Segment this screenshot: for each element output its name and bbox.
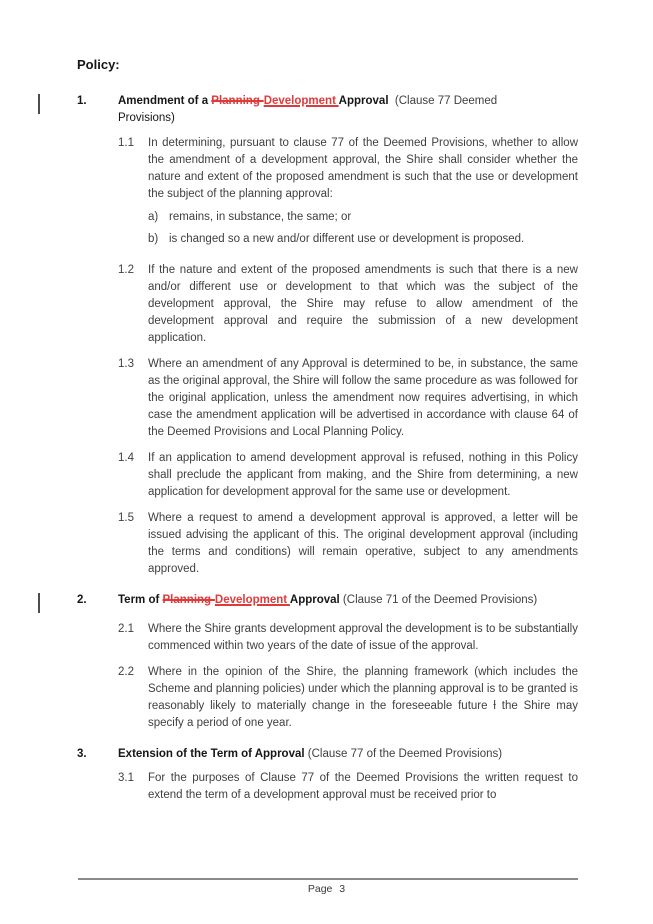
heading-clause: (Clause 71 of the Deemed Provisions) bbox=[339, 594, 538, 606]
page-content bbox=[77, 56, 578, 813]
subclause-text: is changed so a new and/or different use or development is proposed. bbox=[169, 233, 525, 245]
clause-1-1 bbox=[118, 135, 578, 203]
clause-number: 1.5 bbox=[118, 512, 134, 524]
heading-clause: (Clause 77 Deemed bbox=[388, 95, 498, 107]
inserted-text: Development bbox=[214, 594, 290, 606]
heading-text: Amendment of a bbox=[118, 95, 212, 107]
clause-number: 2.1 bbox=[118, 623, 134, 635]
clause-1-5 bbox=[118, 510, 578, 578]
page-number: Page 3 bbox=[307, 883, 346, 895]
clause-2-2 bbox=[118, 664, 578, 732]
clause-2-1 bbox=[118, 621, 578, 655]
clause-1-3 bbox=[118, 356, 578, 441]
clause-text: If the nature and extent of the proposed amendments is such that there is a new and/or different use or development to that which was the subject of the development approval, the Shire may refuse to allow amendment of the development approval and require the submission of a new development application. bbox=[148, 264, 578, 344]
section-1-heading bbox=[77, 93, 578, 127]
inserted-text: Development bbox=[263, 95, 339, 107]
heading-text: Approval bbox=[338, 95, 389, 107]
heading-text: Extension of the Term of Approval bbox=[118, 748, 305, 760]
policy-heading: Policy: bbox=[77, 57, 120, 72]
change-bar bbox=[38, 94, 40, 114]
section-1-number: 1. bbox=[77, 95, 87, 107]
heading-text: Term of bbox=[118, 594, 163, 606]
clause-text: Where in the opinion of the Shire, the planning framework (which includes the Scheme and planning policies) under which the planning approval is to be granted is reasonably likely to materially change in the foreseeable future ƚ the Shire may specify a period of one year. bbox=[148, 666, 578, 729]
clause-number: 1.2 bbox=[118, 264, 134, 276]
subclause-text: remains, in substance, the same; or bbox=[169, 211, 352, 223]
clause-text: Where a request to amend a development approval is approved, a letter will be issued advising the applicant of this. The original development approval (including the terms and conditions) will remain operative, subject to any amendments approved. bbox=[148, 512, 578, 575]
clause-1-2 bbox=[118, 262, 578, 347]
clause-text: In determining, pursuant to clause 77 of the Deemed Provisions, whether to allow the amendment of a development approval, the Shire shall consider whether the nature and extent of the proposed amendment is such that the use or development the subject of the planning approval: bbox=[148, 137, 578, 200]
heading-clause-line2: Provisions) bbox=[118, 112, 175, 124]
heading-text: Approval bbox=[289, 594, 340, 606]
section-2 bbox=[77, 592, 578, 732]
deleted-text: Planning- bbox=[162, 594, 215, 606]
subclause-a bbox=[148, 209, 578, 226]
clause-number: 3.1 bbox=[118, 772, 134, 784]
subclause-b bbox=[148, 231, 578, 248]
section-3-heading bbox=[77, 746, 578, 763]
section-1 bbox=[77, 93, 578, 578]
subclause-letter: a) bbox=[148, 211, 159, 223]
heading-clause: (Clause 77 of the Deemed Provisions) bbox=[304, 748, 503, 760]
clause-number: 1.1 bbox=[118, 137, 134, 149]
change-bar bbox=[38, 593, 40, 613]
footer-rule bbox=[78, 878, 578, 880]
clause-text: For the purposes of Clause 77 of the Deemed Provisions the written request to extend the term of a development approval must be received prior to bbox=[148, 772, 578, 801]
clause-text: If an application to amend development approval is refused, nothing in this Policy shall preclude the applicant from making, and the Shire from determining, a new application for development approval for the same use or development. bbox=[148, 452, 578, 498]
section-2-title bbox=[118, 592, 578, 609]
deleted-text: Planning- bbox=[211, 95, 264, 107]
section-3-title bbox=[118, 746, 578, 763]
clause-text: Where the Shire grants development approval the development is to be substantially commenced within two years of the date of issue of the approval. bbox=[148, 623, 578, 652]
clause-number: 1.4 bbox=[118, 452, 134, 464]
clause-1-4 bbox=[118, 450, 578, 501]
clause-number: 1.3 bbox=[118, 358, 134, 370]
section-2-number: 2. bbox=[77, 594, 87, 606]
clause-3-1 bbox=[118, 770, 578, 804]
section-3-number: 3. bbox=[77, 748, 87, 760]
subclause-letter: b) bbox=[148, 233, 159, 245]
clause-number: 2.2 bbox=[118, 666, 134, 678]
clause-text: Where an amendment of any Approval is determined to be, in substance, the same as the original approval, the Shire will follow the same procedure as was followed for the original application, unless the amendment now requires advertising, in which case the amendment application will be advertised in accordance with clause 64 of the Deemed Provisions and Local Planning Policy. bbox=[148, 358, 578, 438]
section-3 bbox=[77, 746, 578, 804]
section-2-heading bbox=[77, 592, 578, 609]
section-1-title bbox=[118, 93, 578, 127]
